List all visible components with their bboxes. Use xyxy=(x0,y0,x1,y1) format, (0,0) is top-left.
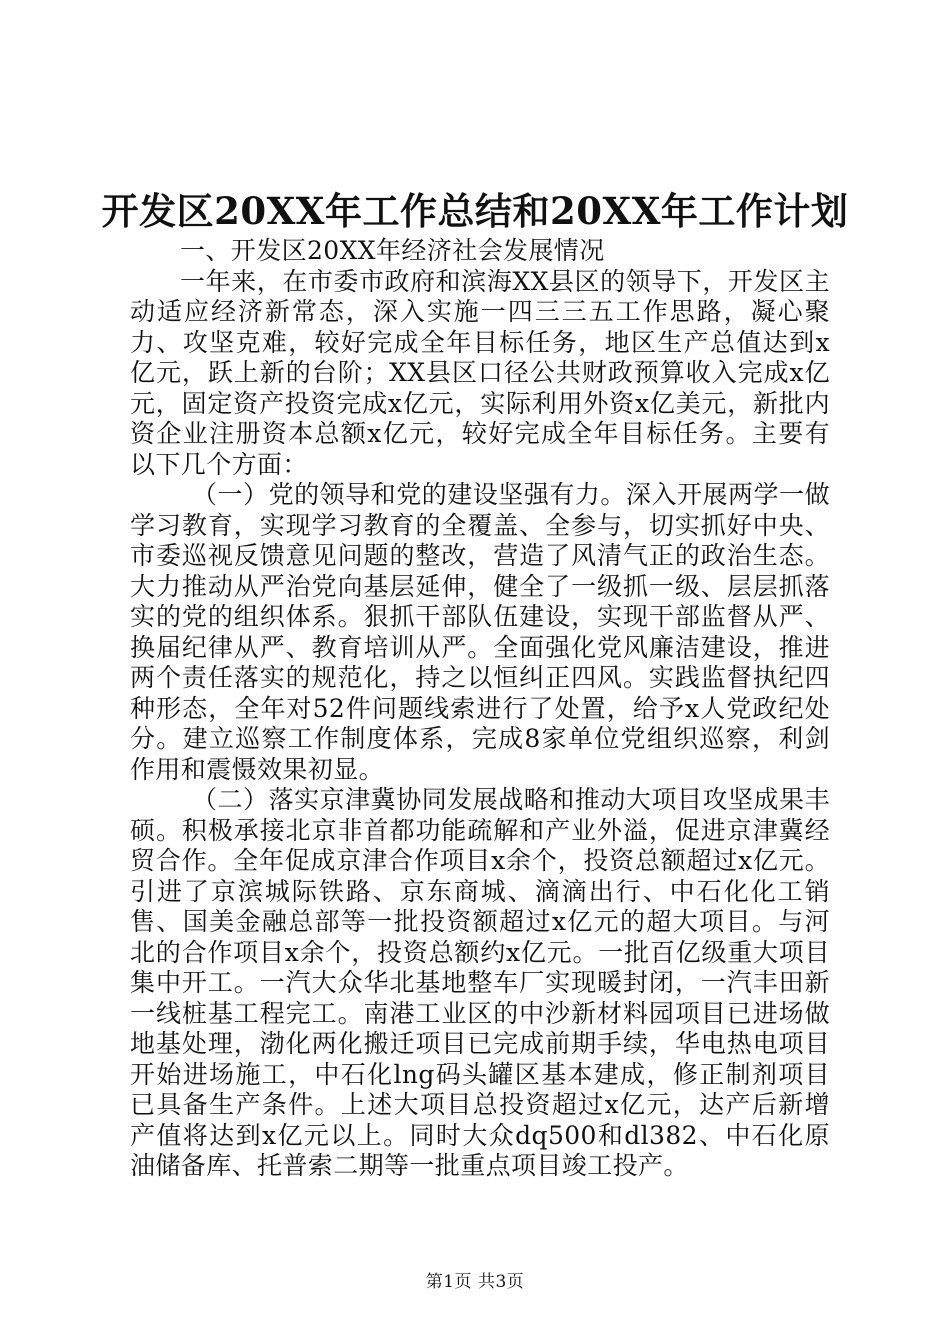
body-paragraph: （一）党的领导和党的建设坚强有力。深入开展两学一做学习教育，实现学习教育的全覆盖、全参与，切实抓好中央、市委巡视反馈意见问题的整改，营造了风清气正的政治生态。大力推动从严治党向基层延伸，健全了一级抓一级、层层抓落实的党的组织体系。狠抓干部队伍建设，实现干部监督从严、换届纪律从严、教育培训从严。全面强化党风廉洁建设，推进两个责任落实的规范化，持之以恒纠正四风。实践监督执纪四种形态，全年对52件问题线索进行了处置，给予x人党政纪处分。建立巡察工作制度体系，完成8家单位党组织巡察，利剑作用和震慑效果初显。 xyxy=(130,480,830,784)
body-paragraph: 一年来，在市委市政府和滨海XX县区的领导下，开发区主动适应经济新常态，深入实施一四三三五工作思路，凝心聚力、攻坚克难，较好完成全年目标任务，地区生产总值达到x亿元，跃上新的台阶；XX县区口径公共财政预算收入完成x亿元，固定资产投资完成x亿元，实际利用外资x亿美元，新批内资企业注册资本总额x亿元，较好完成全年目标任务。主要有以下几个方面： xyxy=(130,266,830,479)
body-paragraph: （二）落实京津冀协同发展战略和推动大项目攻坚成果丰硕。积极承接北京非首都功能疏解和产业外溢，促进京津冀经贸合作。全年促成京津合作项目x余个，投资总额超过x亿元。引进了京滨城际铁路、京东商城、滴滴出行、中石化化工销售、国美金融总部等一批投资额超过x亿元的超大项目。与河北的合作项目x余个，投资总额约x亿元。一批百亿级重大项目集中开工。一汽大众华北基地整车厂实现暖封闭，一汽丰田新一线桩基工程完工。南港工业区的中沙新材料园项目已进场做地基处理，渤化两化搬迁项目已完成前期手续，华电热电项目开始进场施工，中石化lng码头罐区基本建成，修正制剂项目已具备生产条件。上述大项目总投资超过x亿元，达产后新增产值将达到x亿元以上。同时大众dq500和dl382、中石化原油储备库、托普索二期等一批重点项目竣工投产。 xyxy=(130,785,830,1180)
page-number-footer: 第1页 共3页 xyxy=(425,1272,525,1292)
section-heading: 一、开发区20XX年经济社会发展情况 xyxy=(180,236,605,265)
document-body xyxy=(130,236,830,1182)
document-title: 开发区20XX年工作总结和20XX年工作计划 xyxy=(101,189,849,233)
